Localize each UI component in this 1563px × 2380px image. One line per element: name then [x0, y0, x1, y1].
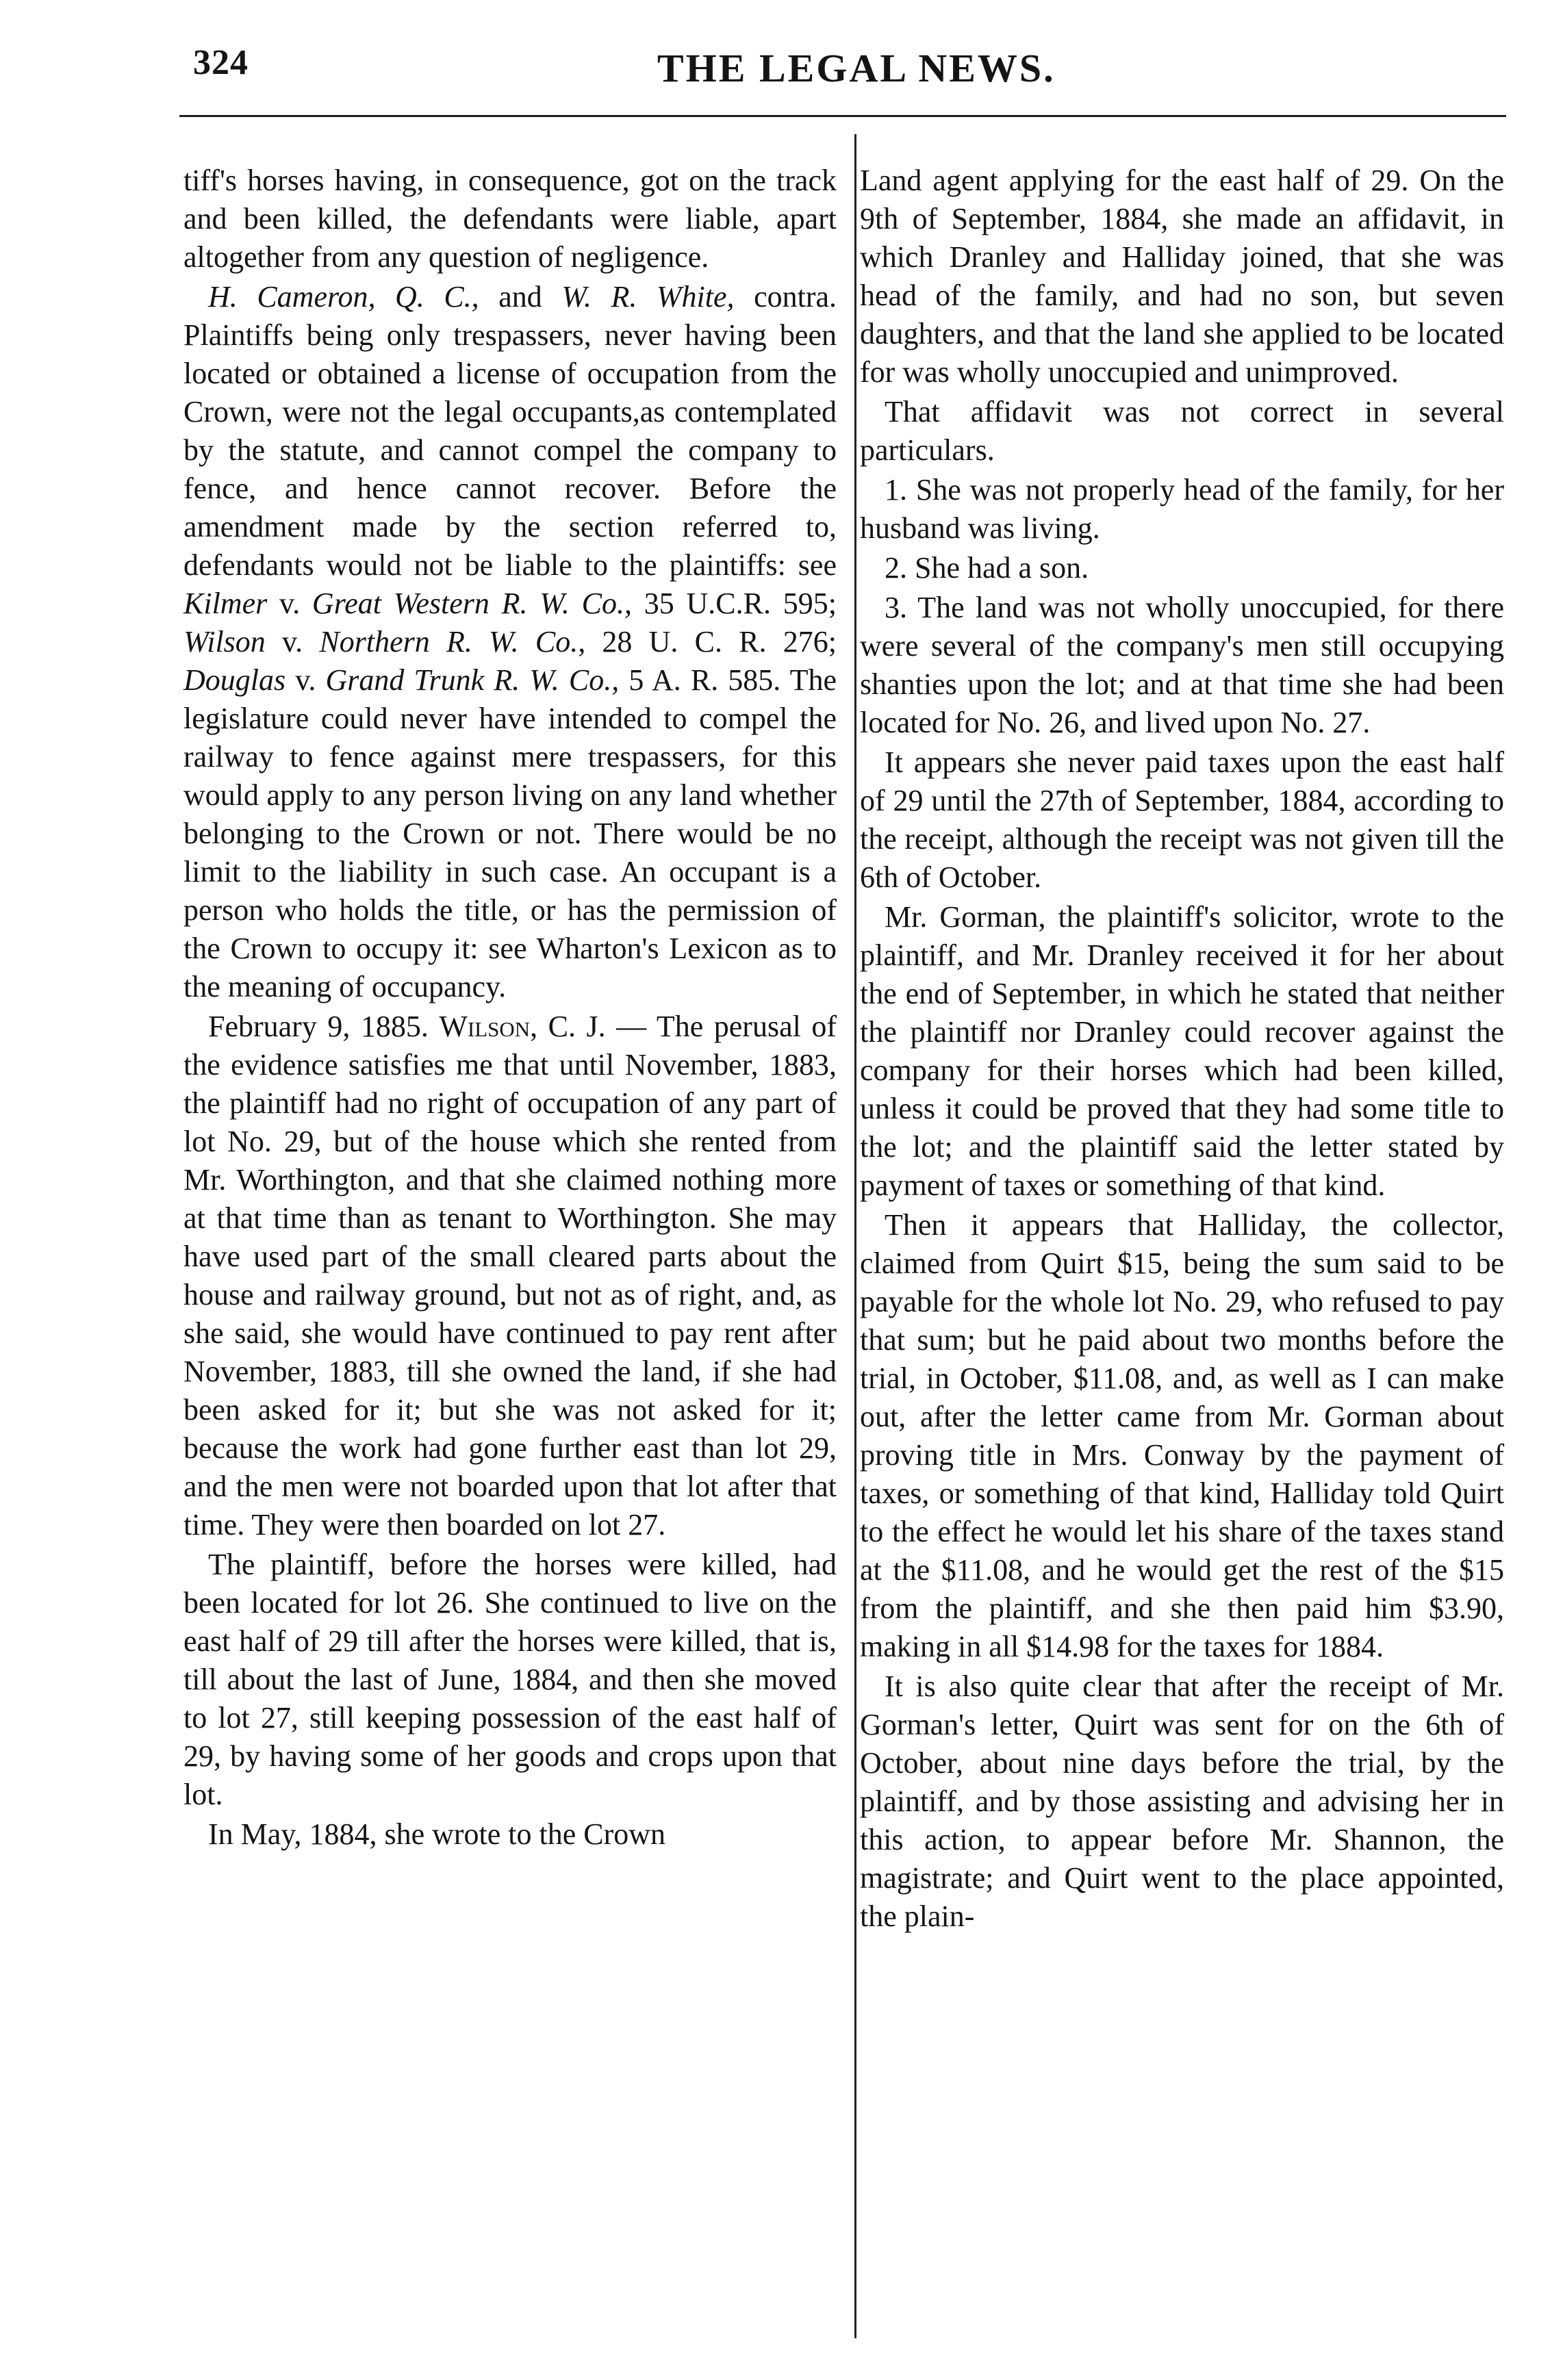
italic-text: Northern R. W. Co., [319, 625, 586, 658]
italic-text: Douglas [183, 663, 286, 697]
paragraph [860, 589, 1504, 742]
running-head-title: THE LEGAL NEWS. [657, 46, 1056, 90]
paragraph [183, 1815, 837, 1854]
column-divider [854, 134, 856, 2338]
text-run: v. [285, 663, 326, 697]
paragraph [183, 162, 837, 277]
text-run: That affidavit was not correct in several particulars. [860, 395, 1504, 467]
paragraph [860, 898, 1504, 1205]
text-run: 2. She had a son. [885, 551, 1089, 585]
page-number: 324 [193, 43, 249, 82]
text-run: It is also quite clear that after the receipt of Mr. Gorman's letter, Quirt was sent for on the 6th of October, about nine days before the trial, by the plaintiff, and by those assisting and advising her in this action, to appear before Mr. Shannon, the magistrate; and Quirt went to the place appointed, the plain- [860, 1669, 1504, 1933]
text-run: 3. The land was not wholly unoccupied, for there were several of the company's men still occupying shanties upon the lot; and at that time she had been located for No. 26, and lived upon No. 27. [860, 591, 1504, 739]
text-run: It appears she never paid taxes upon the east half of 29 until the 27th of September, 1884, according to the receipt, although the receipt was not given till the 6th of October. [860, 745, 1504, 894]
paragraph [183, 1546, 837, 1814]
left-column [183, 162, 837, 1854]
paragraph [860, 393, 1504, 470]
italic-text: H. Cameron, Q. C., [208, 280, 479, 314]
paragraph [860, 162, 1504, 392]
text-run: 1. She was not properly head of the family, for her husband was living. [860, 473, 1504, 545]
text-run: v. [265, 625, 320, 658]
text-run: In May, 1884, she wrote to the Crown [208, 1817, 666, 1851]
text-run: February 9, 1885. [208, 1010, 440, 1043]
paragraph [860, 549, 1504, 587]
text-run: contra. Plaintiffs being only trespassers, never having been located or obtained a license of occupation from the Crown, were not the legal occupants,as contemplated by the statute, and cannot compel the company to fence, and hence cannot recover. Before the amendment made by the section referred to, defendants would not be liable to the plaintiffs: see [183, 280, 837, 582]
italic-text: W. R. White, [561, 280, 735, 314]
text-run: v. [267, 587, 312, 620]
text-run: 28 U. C. R. 276; [585, 625, 837, 658]
italic-text: Wilson [183, 625, 266, 658]
italic-text: Kilmer [183, 587, 268, 620]
text-run: and [479, 280, 562, 314]
text-run: C. J. — The perusal of the evidence satisfies me that until November, 1883, the plaintiff had no right of occupation of any part of lot No. 29, but of the house which she rented from Mr. Worthington, and that she claimed nothing more at that time than as tenant to Worthington. She may have used part of the small cleared parts about the house and railway ground, but not as of right, and, as she said, she would have continued to pay rent after November, 1883, till she owned the land, if she had been asked for it; but she was not asked for it; because the work had gone further east than lot 29, and the men were not boarded upon that lot after that time. They were then boarded on lot 27. [183, 1010, 837, 1541]
italic-text: Great Western R. W. Co., [312, 587, 632, 620]
paragraph [860, 1206, 1504, 1666]
paragraph [183, 278, 837, 1006]
text-run: 35 U.C.R. 595; [632, 587, 837, 620]
paragraph [183, 1008, 837, 1544]
text-run: Then it appears that Halliday, the collector, claimed from Quirt $15, being the sum said to be payable for the whole lot No. 29, who refused to pay that sum; but he paid about two months before the trial, in October, $11.08, and, as well as I can make out, after the letter came from Mr. Gorman about proving title in Mrs. Conway by the payment of taxes, or something of that kind, Halliday told Quirt to the effect he would let his share of the taxes stand at the $11.08, and he would get the rest of the $15 from the plaintiff, and she then paid him $3.90, making in all $14.98 for the taxes for 1884. [860, 1208, 1504, 1663]
text-run: The plaintiff, before the horses were killed, had been located for lot 26. She continued to live on the east half of 29 till after the horses were killed, that is, till about the last of June, 1884, and then she moved to lot 27, still keeping possession of the east half of 29, by having some of her goods and crops upon that lot. [183, 1548, 837, 1811]
text-run: Land agent applying for the east half of 29. On the 9th of September, 1884, she made an affidavit, in which Dranley and Halliday joined, that she was head of the family, and had no son, but seven daughters, and that the land she applied to be located for was wholly unoccupied and unimproved. [860, 164, 1504, 389]
right-column [860, 162, 1504, 1936]
paragraph [860, 1667, 1504, 1936]
paragraph [860, 743, 1504, 897]
text-run: 5 A. R. 585. The legislature could never have intended to compel the railway to fence against mere trespassers, for this would apply to any person living on any land whether belonging to the Crown or not. There would be no limit to the liability in such case. An occupant is a person who holds the title, or has the permission of the Crown to occupy it: see Wharton's Lexicon as to the meaning of occupancy. [183, 663, 837, 1003]
text-run: Mr. Gorman, the plaintiff's solicitor, wrote to the plaintiff, and Mr. Dranley received it for her about the end of September, in which he stated that neither the plaintiff nor Dranley could recover against the company for their horses which had been killed, unless it could be proved that they had some title to the lot; and the plaintiff said the letter stated by payment of taxes or something of that kind. [860, 900, 1504, 1202]
text-run: Wilson, [439, 1010, 538, 1043]
header-rule [179, 115, 1506, 117]
italic-text: Grand Trunk R. W. Co., [325, 663, 620, 697]
text-run: tiff's horses having, in consequence, got on the track and been killed, the defendants were liable, apart altogether from any question of negligence. [183, 164, 837, 274]
paragraph [860, 471, 1504, 548]
